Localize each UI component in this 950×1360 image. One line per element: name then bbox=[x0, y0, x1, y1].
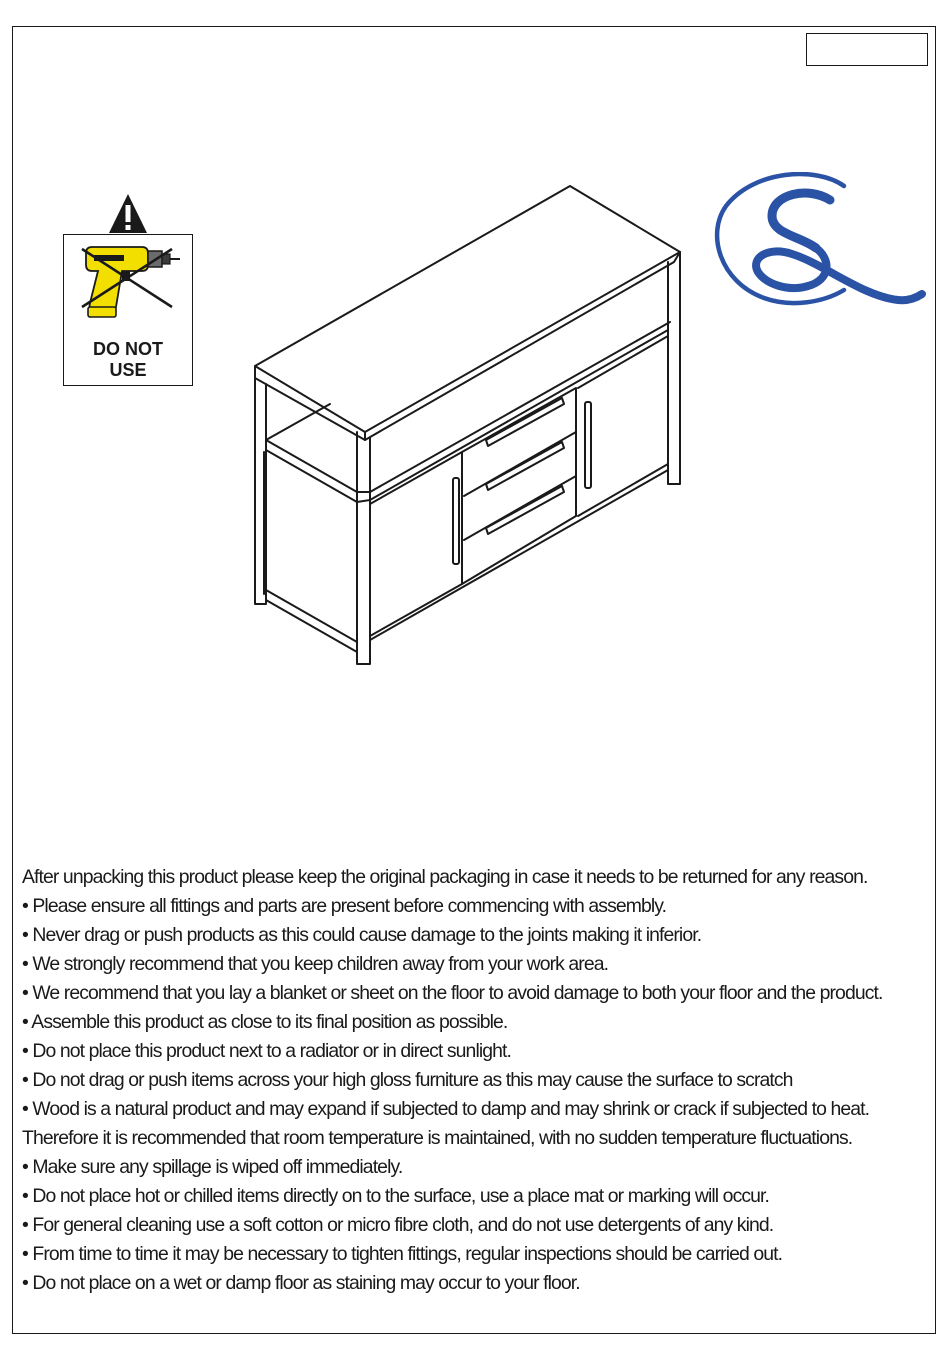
warning-box bbox=[63, 234, 193, 386]
instruction-item: • Do not place on a wet or damp floor as staining may occur to your floor. bbox=[22, 1272, 580, 1294]
do-not-use-line2: USE bbox=[109, 360, 147, 380]
do-not-use-label bbox=[64, 339, 192, 381]
cross-out-icon bbox=[64, 235, 192, 335]
instruction-item: • Do not place hot or chilled items directly on to the surface, use a place mat or marking will occur. bbox=[22, 1185, 770, 1207]
instruction-item: • We strongly recommend that you keep children away from your work area. bbox=[22, 953, 609, 975]
instruction-item: • Please ensure all fittings and parts are present before commencing with assembly. bbox=[22, 895, 667, 917]
instruction-item: • Wood is a natural product and may expand if subjected to damp and may shrink or crack if subjected to heat. bbox=[22, 1098, 870, 1120]
product-code-box bbox=[806, 33, 928, 66]
care-instructions bbox=[22, 863, 937, 1298]
do-not-use-line1: DO NOT bbox=[93, 339, 163, 359]
instruction-item: • Do not place this product next to a radiator or in direct sunlight. bbox=[22, 1040, 511, 1062]
instructions-intro: After unpacking this product please keep the original packaging in case it needs to be returned for any reason. bbox=[22, 866, 868, 888]
instruction-item: • Assemble this product as close to its final position as possible. bbox=[22, 1011, 508, 1033]
instruction-item: • Do not drag or push items across your high gloss furniture as this may cause the surface to scratch bbox=[22, 1069, 793, 1091]
instruction-item: • Make sure any spillage is wiped off immediately. bbox=[22, 1156, 403, 1178]
instruction-item: • Never drag or push products as this could cause damage to the joints making it inferior. bbox=[22, 924, 702, 946]
sideboard-drawing bbox=[248, 180, 688, 670]
instruction-item: • We recommend that you lay a blanket or sheet on the floor to avoid damage to both your floor and the product. bbox=[22, 982, 883, 1004]
warning-panel bbox=[63, 192, 193, 386]
instruction-item: Therefore it is recommended that room temperature is maintained, with no sudden temperature fluctuations. bbox=[22, 1127, 853, 1149]
warning-triangle-icon bbox=[63, 192, 193, 238]
instruction-item: • For general cleaning use a soft cotton or micro fibre cloth, and do not use detergents of any kind. bbox=[22, 1214, 774, 1236]
instruction-item: • From time to time it may be necessary to tighten fittings, regular inspections should be carried out. bbox=[22, 1243, 783, 1265]
brand-logo bbox=[712, 172, 926, 318]
